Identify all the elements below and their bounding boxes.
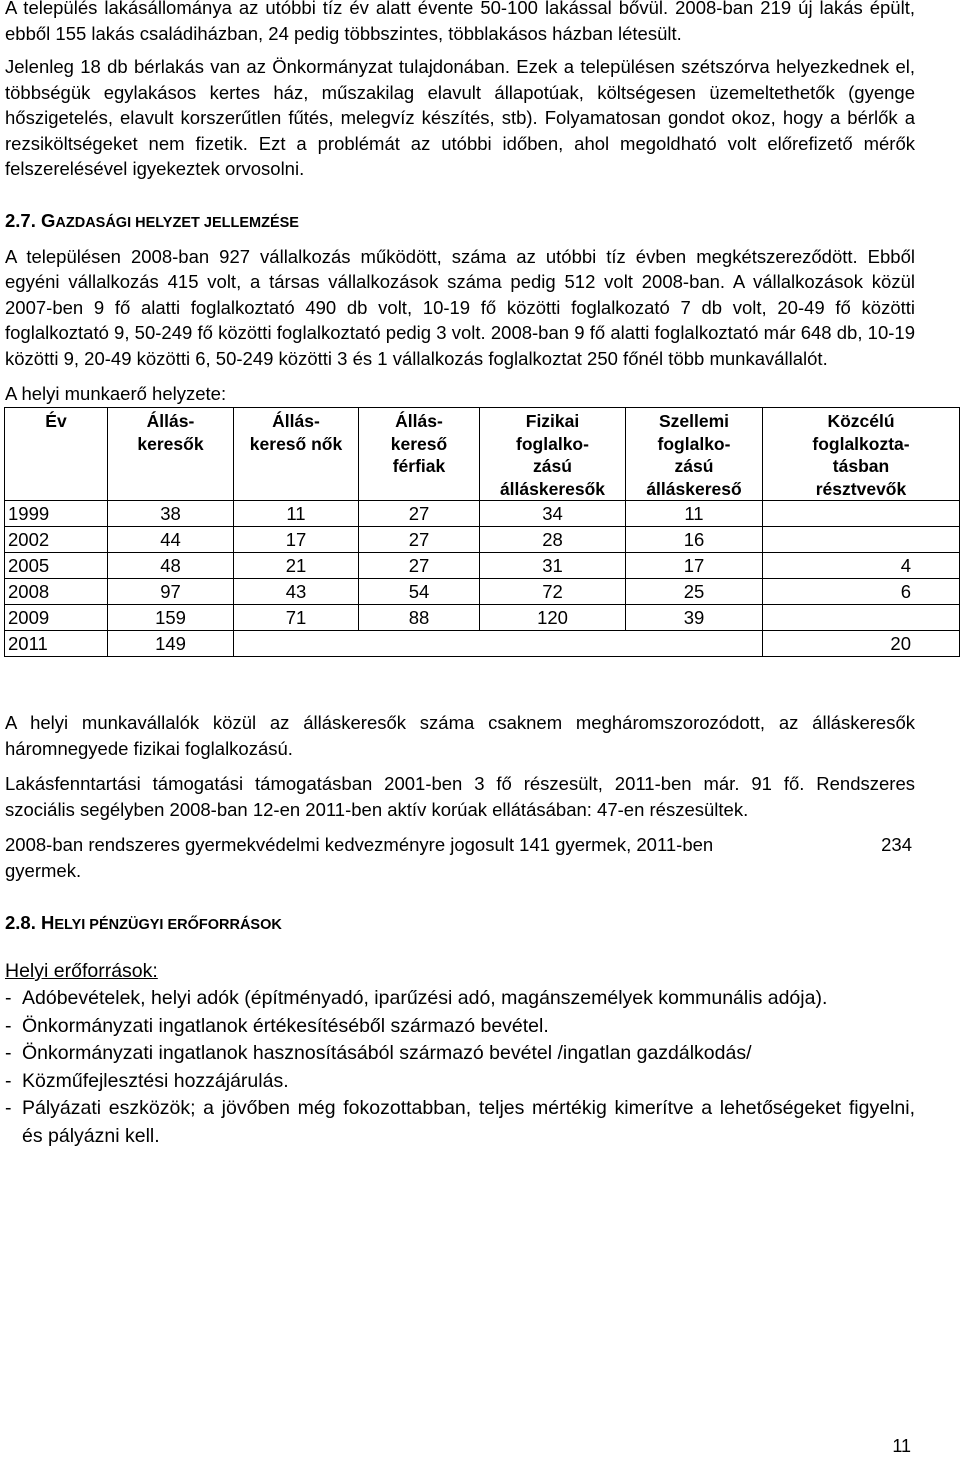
section-title-initial: H <box>41 912 55 933</box>
labour-table <box>4 407 960 657</box>
list-item: - Adóbevételek, helyi adók (építményadó, iparűzési adó, magánszemélyek kommunális adója). <box>5 985 915 1013</box>
economy-paragraph: A településen 2008-ban 927 vállalkozás működött, száma az utóbbi tíz évben megkétszereződött. Ebből egyéni vállalkozás 415 volt, a társas vállalkozások száma pedig 512 volt 2008-ban. A vállalkozások közül 2007-ben 9 fő alatti foglalkoztató 490 db volt, 10-19 fő közötti foglalkozató 7 db volt, 20-49 fő közötti foglalkoztató 9, 50-249 fő közötti foglalkoztató pedig 3 volt. 2008-ban 9 fő alatti foglalkoztató már 648 db, 10-19 közötti 9, 20-49 közötti 6, 50-249 közötti 3 és 1 vállalkozás foglalkoztat 250 főnél több munkavállalót. <box>5 245 915 369</box>
benefits-paragraph: Lakásfenntartási támogatási támogatásban 2001-ben 3 fő részesült, 2011-ben már. 91 fő. Rendszeres szociális segélyben 2008-ban 12-en 2011-ben aktív korúak ellátásában: 47-en részesültek. <box>5 773 915 820</box>
header-year: Év <box>5 408 108 501</box>
page-number: 11 <box>892 1436 911 1456</box>
resources-list <box>5 985 915 1150</box>
section-number: 2.7. <box>5 209 36 231</box>
section-title-initial: G <box>41 209 56 231</box>
table-row: 2011 149 20 <box>5 631 960 657</box>
header-public-work: Közcélú foglalkozta- tásban résztvevők <box>763 408 960 501</box>
table-row: 2002 44 17 27 28 16 <box>5 527 960 553</box>
table-row: 2008 97 43 54 72 25 6 <box>5 579 960 605</box>
section-heading-2-8 <box>5 910 915 938</box>
table-header-row <box>5 408 960 501</box>
list-item: - Önkormányzati ingatlanok hasznosításából származó bevétel /ingatlan gazdálkodás/ <box>5 1040 915 1068</box>
section-title: AZDASÁGI HELYZET JELLEMZÉSE <box>55 214 299 231</box>
resources-subheading: Helyi erőforrások: <box>5 960 158 982</box>
document-page <box>5 0 915 1150</box>
merged-empty-cell <box>234 631 763 657</box>
list-item: - Közműfejlesztési hozzájárulás. <box>5 1068 915 1096</box>
section-title: ELYI PÉNZÜGYI ERŐFORRÁSOK <box>54 917 282 933</box>
table-row: 2005 48 21 27 31 17 4 <box>5 553 960 579</box>
rental-paragraph: Jelenleg 18 db bérlakás van az Önkormányzat tulajdonában. Ezek a településen szétszórva helyezkednek el, többségük egylakásos kertes ház, műszakilag elavult állapotúak, költségesen üzemeltethetők (gyenge hőszigetelés, elavult korszerűtlen fűtés, melegvíz készítés, stb). Folyamatosan gondot okoz, hogy a bérlők a rezsiköltségeket nem fizetik. Ezt a problémát az utóbbi időben, ahol megoldható volt előrefizető mérők felszerelésével igyekeztek orvosolni. <box>5 56 915 179</box>
table-row: 1999 38 11 27 34 11 <box>5 501 960 527</box>
child-protection-paragraph: 2008-ban rendszeres gyermekvédelmi kedvezményre jogosult 141 gyermek, 2011-ben 234 gyermek. <box>5 834 912 881</box>
header-white-collar-jobseekers: Szellemi foglalko- zású álláskereső <box>626 408 763 501</box>
list-item: - Pályázati eszközök; a jövőben még fokozottabban, teljes mértékig kimerítve a lehetőségeket figyelni, és pályázni kell. <box>5 1095 915 1150</box>
list-item: - Önkormányzati ingatlanok értékesítéséből származó bevétel. <box>5 1013 915 1041</box>
header-jobseekers-women: Állás- kereső nők <box>234 408 359 501</box>
table-row: 2009 159 71 88 120 39 <box>5 605 960 631</box>
section-number: 2.8. <box>5 912 36 933</box>
table-caption: A helyi munkaerő helyzete: <box>5 383 227 404</box>
header-jobseekers-men: Állás- kereső férfiak <box>359 408 480 501</box>
section-heading-2-7 <box>5 208 915 236</box>
header-manual-jobseekers: Fizikai foglalko- zású álláskeresők <box>480 408 626 501</box>
jobseekers-paragraph: A helyi munkavállalók közül az álláskeresők száma csaknem megháromszorozódott, az álláskeresők háromnegyede fizikai foglalkozású. <box>5 712 915 759</box>
header-jobseekers: Állás- keresők <box>108 408 234 501</box>
housing-paragraph: A település lakásállománya az utóbbi tíz év alatt évente 50-100 lakással bővül. 2008-ban 219 új lakás épült, ebből 155 lakás családiházban, 24 pedig többszintes, többlakásos házban létesült. <box>5 0 915 44</box>
